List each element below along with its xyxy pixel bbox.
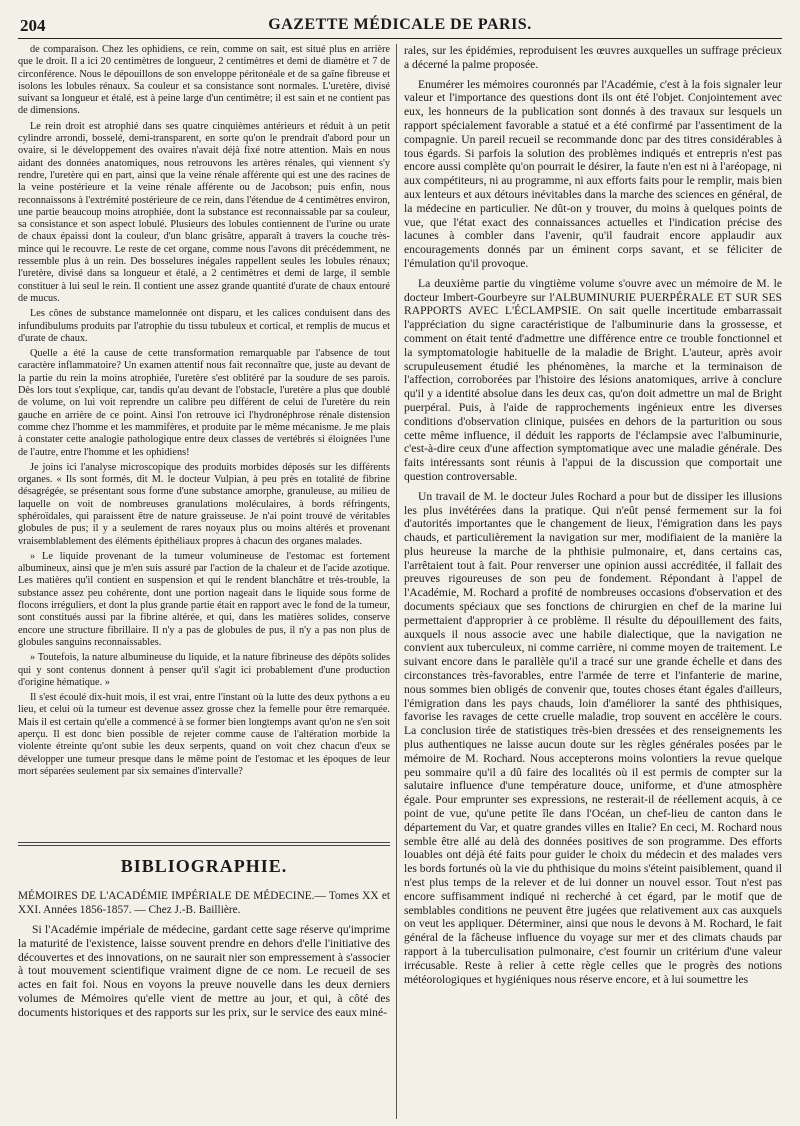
- page-number: 204: [20, 16, 46, 35]
- body-paragraph: » Toutefois, la nature albumineuse du liquide, et la nature fibrineuse des dépôts solides qui y sont contenus donnent à penser qu'il s'agit ici probablement d'une production d'origine hématique. »: [18, 652, 390, 688]
- body-paragraph: » Le liquide provenant de la tumeur volumineuse de l'estomac est fortement albumineux, ainsi que je m'en suis assuré par l'action de la chaleur et de l'acide azotique. Les matières qu'il contient en suspension et qui le rendent blanchâtre et très-trouble, la substance assez peu cohérente, dont une portion nageait dans le liquide sous forme de flocons irréguliers, et dont la plus grande partie était en rapport avec le fond de la tumeur, sont constitués aussi par la fibrine altérée, et qui, dans les matières solides, conserve encore une structure fibrillaire. Il n'y a pas de globules de pus, il n'y a pas non plus de globules sanguins reconnaissables.: [18, 550, 390, 648]
- body-paragraph: La deuxième partie du vingtième volume s'ouvre avec un mémoire de M. le docteur Imbert-Gourbeyre sur l'ALBUMINURIE PUERPÉRALE ET SUR SES RAPPORTS AVEC L'ÉCLAMPSIE. On sait quelle incertitude embarrassait l'appréciation du signe caractéristique de l'albuminurie dans la grossesse, et comment on était tenté d'admettre une différence entre ce trouble fonctionnel et la symptomatologie habituelle de la maladie de Bright. L'auteur, après avoir scrupuleusement étudié les phénomènes, la marche et la terminaison de l'affection, corroborées par l'histoire des lésions anatomiques, arrive à conclure qu'il y a identité absolue dans les deux cas, qu'on doit admettre un mal de Bright puerpéral. Puis, à l'aide de rapprochements ingénieux entre les diverses conditions d'observation clinique, puisées en dehors de la parturition ou sous cette même influence, il déduit les rapports de l'éclampsie avec l'albuminurie, c'est-à-dire ceux d'une affection symptomatique avec une maladie générale. Des faits intéressants sont réunis à l'appui de la discussion que comportait une question controversable.: [404, 276, 782, 483]
- body-paragraph: Je joins ici l'analyse microscopique des produits morbides déposés sur les différents organes. « Ils sont formés, dit M. le docteur Vulpian, à peu près en totalité de fibrine désagrégée, se présentant sous forme d'une substance amorphe, granuleuse, au milieu de laquelle on voit de nombreuses granulations moléculaires, à bords réfringents, sphéroïdales, qui paraissent être de nature graisseuse. Je n'ai point trouvé de véritables globules de pus; il y a seulement de rares noyaux plus ou moins altérés et provenant vraisemblablement des éléments épithéliaux propres à chacun des organes malades.: [18, 461, 390, 547]
- bibliography-reference: MÉMOIRES DE L'ACADÉMIE IMPÉRIALE DE MÉDECINE.— Tomes XX et XXI. Années 1856-1857. — Chez J.-B. Baillière.: [18, 890, 390, 916]
- page: [18, 0, 782, 1126]
- left-column: [18, 44, 390, 1119]
- section-divider: [18, 842, 390, 846]
- bibliography-section: [18, 842, 390, 1026]
- body-paragraph: Enumérer les mémoires couronnés par l'Académie, c'est à la fois signaler leur valeur et l'importance des questions dont ils ont été l'objet. Conjointement avec eux, les honneurs de la publication sont donnés à des travaux sur lesquels un rapport spécialement favorable a statué et a été confirmé par l'assentiment de la compagnie. Un pareil recueil se recommande donc par des titres considérables à tous égards. Si parfois la solution des problèmes indiqués et entrepris n'est pas encore aussi complète qu'on pourrait le désirer, la faute n'en est ni à l'aréopage, ni aux compétiteurs, ni au programme, ni aux efforts faits pour le remplir, mais bien aux lenteurs et aux détours inévitables dans la marche des sciences en général, de la médecine en particulier. Ne dût-on y trouver, du moins à quelques points de vue, que l'état exact des connaissances actuelles et l'indication précise des lacunes à combler dans l'avenir, qu'il faudrait encore applaudir aux encouragements donnés par un éminent corps savant, et se féliciter de l'émulation qu'il provoque.: [404, 77, 782, 270]
- column-divider: [396, 44, 397, 1119]
- body-paragraph: Si l'Académie impériale de médecine, gardant cette sage réserve qu'imprime la maturité de l'existence, laisse souvent prendre en dehors d'elle l'initiative des découvertes et des innovations, on ne saurait nier son empressement à s'associer à tout mouvement scientifique vraiment digne de ce nom. Le recueil de ses actes en fait foi. Nous en voyons la preuve nouvelle dans les deux derniers volumes de Mémoires qu'elle vient de mettre au jour, et qui, à côté des documents historiques et des rapports sur les prix, sur le service des eaux miné-: [18, 923, 390, 1019]
- text-columns: [18, 44, 782, 1119]
- running-title: GAZETTE MÉDICALE DE PARIS.: [268, 16, 532, 33]
- body-paragraph: de comparaison. Chez les ophidiens, ce rein, comme on sait, est situé plus en arrière que le droit. Il a ici 20 centimètres de longueur, 2 centimètres et demi de diamètre et 7 de circonférence. Nous le dépouillons de son enveloppe péritonéale et de sa gaîne fibreuse et isolons les lobules rénaux. Sa couleur et sa consistance sont normales. L'uretère, divisé suivant sa longueur et étalé, est à peine large d'un centimètre; il est sain et ne contient pas de dimensions.: [18, 44, 390, 117]
- page-header: [18, 14, 782, 39]
- body-paragraph: Les cônes de substance mamelonnée ont disparu, et les calices conduisent dans des infundibulums produits par l'atrophie du tissu tubuleux et cortical, et remplis de mucus et d'urate de chaux.: [18, 308, 390, 344]
- body-paragraph: Quelle a été la cause de cette transformation remarquable par l'absence de tout caractère inflammatoire? Un examen attentif nous fait reconnaître que, juste au devant de la partie du rein la moins atrophiée, l'uretère s'est oblitéré par la soudure de ses parois. Dès lors tout s'explique, car, tandis qu'au devant de l'obstacle, l'uretère a plus que doublé de volume, on lui voit reprendre un calibre peu différent de celui de l'uretère du rein gauche en arrière de ce point. Ainsi l'on retrouve ici l'hydronéphrose rénale distension comme chez l'homme et les mammifères, et produite par le même mécanisme. Je me plais à constater cette analogie pathologique entre deux classes de vertébrés si éloignées l'une de l'autre, entre l'homme et les ophidiens!: [18, 348, 390, 458]
- continuation: [404, 44, 782, 72]
- body-paragraph: Le rein droit est atrophié dans ses quatre cinquièmes antérieurs et réduit à un petit cylindre arrondi, bosselé, demi-transparent, en sorte qu'on le prendrait d'abord pour un ovaire, si le développement des ovaires n'avait déjà fixé notre attention. Mais en nous aidant des données anatomiques, nous retrouvons les artères rénales, qui viennent s'y rendre, l'uretère qui en part, ainsi que la veine rénale afférente qui est une des racines de la veine postérieure et la veine rénale afférente ou de Jacobson; puis enfin, nous reconnaissons à l'extrémité postérieure de ce rein, dans l'étendue de 4 centimètres environ, une partie beaucoup moins atrophiée, dont la substance est reconnaissable par sa couleur, sa consistance et son aspect lobulé. Plusieurs des lobules contiennent de l'urine ou urate de chaux épaissi dont la couleur, d'un blanc grisâtre, apparaît à travers la couche très-mince qui le recouvre. Le reste de cet organe, comme nous l'avons dit précédemment, ne ressemble plus à un rein. Des bosselures inégales rappellent seules les lobules rénaux; l'uretère, divisé dans sa longueur et étalé, a 2 centimètres et demi de large, il semble constituer à lui seul le rein. Il contient une assez grande quantité d'urate de chaux entouré de mucus.: [18, 120, 390, 304]
- right-column: [404, 44, 782, 1119]
- body-paragraph: Un travail de M. le docteur Jules Rochard a pour but de dissiper les illusions les plus invétérées dans la pratique. Qui n'eût pensé fermement sur la foi d'autorités importantes que le changement de lieux, l'émigration dans les pays chauds, et particulièrement la navigation sur mer, modifiaient de la manière la plus heureuse la marche de la phthisie pulmonaire, et, dans certains cas, l'arrêtaient tout à fait. Pour renverser une opinion aussi accréditée, il fallait des preuves rigoureuses de son peu de fondement. Répondant à l'appel de l'Académie, M. Rochard a profité de nombreuses occasions d'observation et des documents spéciaux que ses fonctions de chirurgien en chef de la marine lui permettaient d'approprier à ce problème. Il résulte du dépouillement des faits, auxquels il nous associe avec une habile dialectique, que la navigation ne convient aux tuberculeux, ni comme carrière, ni comme moyen de traitement. Le suivant encore dans le parallèle qu'il a tracé sur une grande échelle et dans des circonstances très-favorables, entre l'armée de terre et l'infanterie de marine, nous sommes bien obligés de convenir que, toutes choses étant égales d'ailleurs, l'émigration dans les pays chauds, loin d'améliorer la santé des phthisiques, favorise les ravages de cette cruelle maladie, trop souvent en accélère le cours. La conclusion tirée de statistiques très-bien dressées et des renseignements les plus authentiques ne laisse aucun doute sur les règles générales posées par le mémoire de M. Rochard. Nous accepterons moins volontiers la revue quelque peu sommaire qu'il a dû faire des localités où il est permis de compter sur la salutaire influence d'une température douce, uniforme, et d'une atmosphère égale. Pour emprunter ses expressions, ne resterait-il de réellement acquis, à ce point de vue, qu'une petite île dans l'Océan, un chef-lieu de canton dans le département du Var, et quatre grandes villes en Italie? En ceci, M. Rochard nous semble être allé au delà des données positives de son programme. Des efforts louables ont déjà été faits pour guider le choix du médecin et des malades vers les bords fortunés où la vie du phthisique du moins s'éteint paisiblement, quand il n'est plus temps de la relever et de lui donner un nouvel essor. Tout n'est pas encore suffisamment indiqué ni recherché à cet égard, par le motif que de semblables conditions ne peuvent être jugées que relativement aux cas auxquels on veut les appliquer. Déterminer, ainsi que nous le devons à M. Rochard, le fait général de la fâcheuse influence du voyage sur mer et des climats chauds par rapport à la tuberculisation pulmonaire, c'est fournir un critérium d'une valeur irrécusable. Reste à relier à cette règle celles que le progrès des notions météorologiques et hygiéniques nous réserve encore, et à lui soumettre les: [404, 489, 782, 986]
- body-paragraph: Il s'est écoulé dix-huit mois, il est vrai, entre l'instant où la lutte des deux pythons a eu lieu, et celui où la tumeur est devenue assez grosse chez la femelle pour être remarquée. Mais il est certain qu'elle a commencé à se former bien longtemps avant qu'on ne s'en soit aperçu. Il est donc bien possible de rejeter comme cause de l'altération morbide la violente étreinte qu'ont subie les deux serpents, quand on voit chez chacun d'eux se développer une tumeur presque dans le même point de l'estomac et les époques de leur mort séparées seulement par six semaines d'intervalle?: [18, 692, 390, 777]
- body-paragraph: rales, sur les épidémies, reproduisent les œuvres auxquelles un suffrage précieux a décerné la palme proposée.: [404, 44, 782, 71]
- section-heading: BIBLIOGRAPHIE.: [120, 856, 288, 876]
